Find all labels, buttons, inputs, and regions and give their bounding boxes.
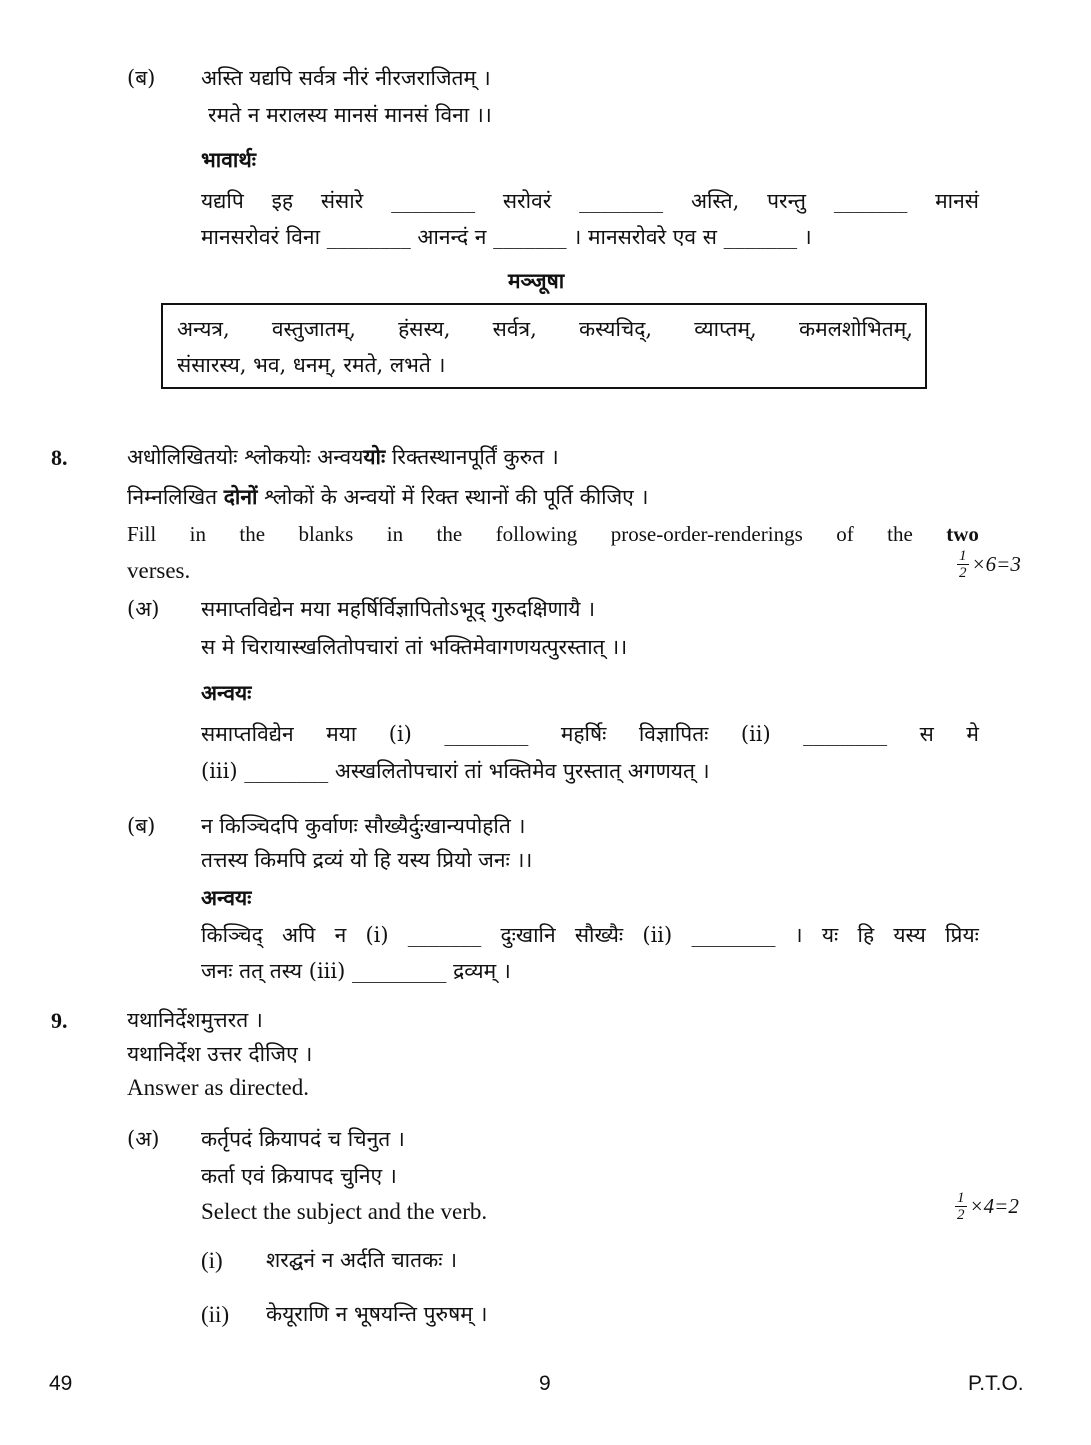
q9a-sanskrit: कर्तृपदं क्रियापदं च चिनुत । (201, 1127, 405, 1151)
word: अस्ति, (690, 189, 740, 213)
word: संसारे (320, 189, 364, 213)
q7b-label: (ब) (127, 66, 156, 90)
q7b-verse-line-2: रमते न मरालस्य मानसं मानसं विना ।। (208, 103, 492, 127)
q8a-label: (अ) (127, 597, 160, 621)
q8b-verse-line-1: न किञ्चिदपि कुर्वाणः सौख्यैर्दुःखान्यपोहति । (201, 814, 526, 838)
q9-english-instruction: Answer as directed. (127, 1075, 310, 1100)
blank: _______ (833, 189, 908, 213)
blank: ________ (391, 189, 476, 213)
manjusha-line-1 (177, 314, 913, 344)
word: मानसं (935, 189, 979, 213)
q9a-english: Select the subject and the verb. (201, 1199, 488, 1224)
q9a-hindi: कर्ता एवं क्रियापद चुनिए । (201, 1164, 397, 1188)
q7b-verse-line-1: अस्ति यद्यपि सर्वत्र नीरं नीरजराजितम् । (201, 66, 491, 90)
manjusha-word: हंसस्य, (398, 317, 451, 341)
blank: ________ (444, 722, 529, 746)
q8a-verse-line-2: स मे चिरायास्खलितोपचारां तां भक्तिमेवागणयत्पुरस्तात् ।। (201, 635, 628, 659)
q8b-verse-line-2: तत्तस्य किमपि द्रव्यं यो हि यस्य प्रियो जनः ।। (201, 848, 533, 872)
q8b-anvaya-heading: अन्वयः (201, 885, 252, 910)
manjusha-word: वस्तुजातम्, (271, 317, 356, 341)
q8b-anvaya-line-1: किञ्चिद् अपि न (i) _______ दुःखानि सौख्यैः (ii) ________ । यः हि यस्य प्रियः (201, 920, 979, 950)
q9a-label: (अ) (127, 1127, 160, 1151)
q8-english-instruction-line-1: Fill in the blanks in the following prose-order-renderings of the two (127, 522, 979, 546)
blank: ________ (803, 722, 888, 746)
q9a-item-1-text: शरद्घनं न अर्दति चातकः । (266, 1248, 458, 1272)
q8-number: 8. (51, 445, 68, 470)
q8a-verse-line-1: समाप्तविद्येन मया महर्षिर्विज्ञापितोऽभूद् गुरुदक्षिणायै । (201, 597, 596, 621)
manjusha-word: कस्यचिद्, (579, 317, 653, 341)
q8-english-instruction-line-2: verses. (127, 558, 191, 583)
q8b-anvaya-line-2: जनः तत् तस्य (iii) _________ द्रव्यम् । (201, 959, 511, 983)
q9-hindi-instruction: यथानिर्देश उत्तर दीजिए । (127, 1042, 313, 1066)
q8a-anvaya-heading: अन्वयः (201, 680, 252, 705)
q9a-item-2-text: केयूराणि न भूषयन्ति पुरुषम् । (266, 1302, 488, 1326)
manjusha-title: मञ्जूषा (508, 268, 565, 293)
q8-marks: $\frac{1}{2}$ ×6=3 (959, 548, 1021, 581)
manjusha-word: सर्वत्र, (492, 317, 537, 341)
footer-pto: P.T.O. (968, 1372, 1024, 1395)
q8a-anvaya-line-2: (iii) ________ अस्खलितोपचारां तां भक्तिमेव पुरस्तात् अगणयत् । (201, 759, 710, 783)
q9-number: 9. (51, 1008, 68, 1033)
blank: ________ (691, 923, 776, 947)
footer-code: 49 (49, 1372, 73, 1395)
q7b-bhavarth-line-2: मानसरोवरं विना ________ आनन्दं न _______ । मानसरोवरे एव स _______ । (201, 225, 812, 249)
word: परन्तु (767, 189, 807, 213)
word: इह (271, 189, 294, 213)
q7b-bhavarth-line-1 (201, 186, 979, 216)
manjusha-word: व्याप्तम्, (694, 317, 757, 341)
q8b-label: (ब) (127, 814, 156, 838)
blank: ________ (579, 189, 664, 213)
page-number: 9 (539, 1372, 551, 1395)
q7b-bhavarth-heading: भावार्थः (201, 147, 256, 172)
q9a-item-2-label: (ii) (201, 1302, 230, 1327)
word: सरोवरं (502, 189, 552, 213)
manjusha-word: अन्यत्र, (177, 317, 230, 341)
q9a-marks: $\frac{1}{2}$ ×4=2 (957, 1190, 1019, 1223)
q8a-anvaya-line-1: समाप्तविद्येन मया (i) ________ महर्षिः विज्ञापितः (ii) ________ स मे (201, 719, 979, 749)
q9a-item-1-label: (i) (201, 1248, 223, 1273)
manjusha-word: कमलशोभितम्, (798, 317, 913, 341)
q8-sanskrit-instruction: अधोलिखितयोः श्लोकयोः अन्वययोः रिक्तस्थानपूर्तिं कुरुत । (127, 444, 559, 469)
q9-sanskrit-instruction: यथानिर्देशमुत्तरत । (127, 1008, 263, 1032)
word: यद्यपि (201, 189, 244, 213)
manjusha-line-2: संसारस्य, भव, धनम्, रमते, लभते । (177, 353, 446, 377)
blank: _______ (407, 923, 482, 947)
q8-hindi-instruction: निम्नलिखित दोनों श्लोकों के अन्वयों में रिक्त स्थानों की पूर्ति कीजिए । (127, 484, 649, 509)
